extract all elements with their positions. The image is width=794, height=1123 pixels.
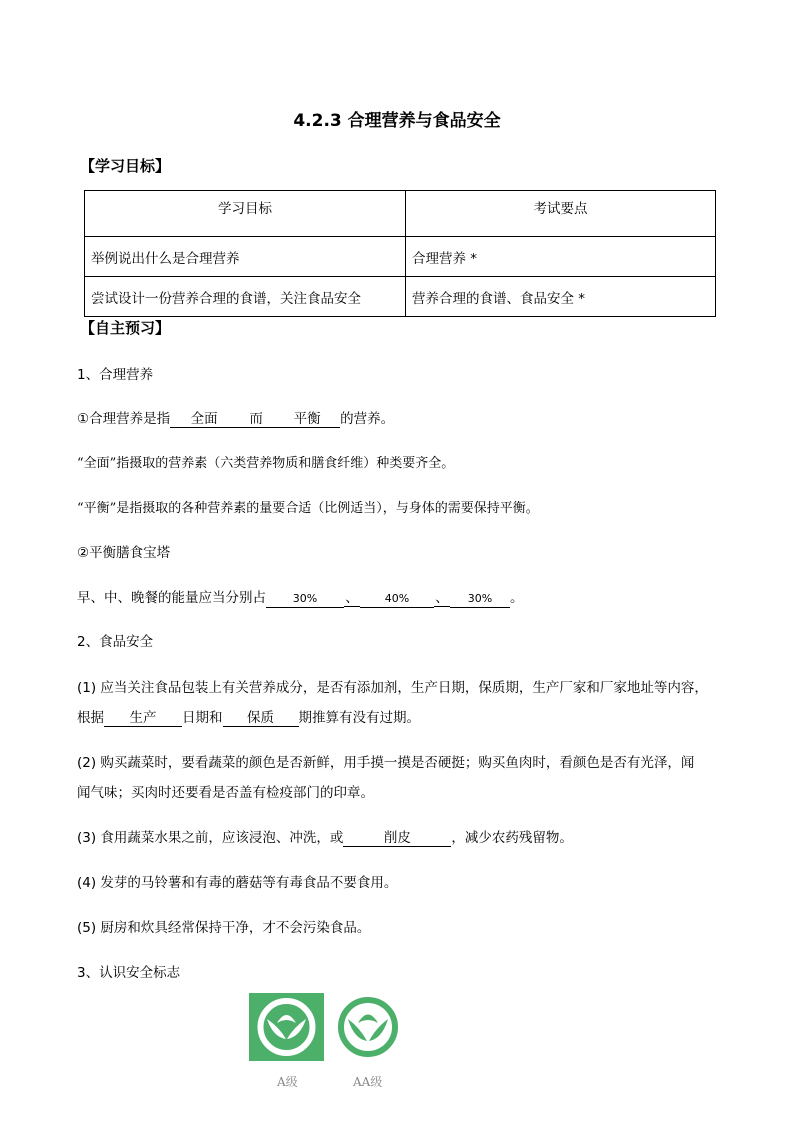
text: 日期和 bbox=[182, 710, 223, 726]
text: ①合理营养是指 bbox=[77, 411, 171, 427]
item-1-line-2 bbox=[77, 706, 420, 727]
item-5: (5) 厨房和炊具经常保持干净，才不会污染食品。 bbox=[77, 920, 371, 936]
table-cell: 合理营养 * bbox=[406, 237, 716, 277]
text: 的营养。 bbox=[340, 411, 395, 427]
logo-a-label: A级 bbox=[277, 1075, 298, 1089]
separator: 、 bbox=[345, 590, 359, 606]
item-1-line-1: (1) 应当关注食品包装上有关营养成分，是否有添加剂，生产日期，保质期，生产厂家和厂家地址等内容， bbox=[77, 680, 708, 696]
section-heading-preview: 【自主预习】 bbox=[80, 319, 171, 337]
answer-blank: 全面 bbox=[170, 411, 238, 428]
subheading-food-safety: 2、食品安全 bbox=[77, 634, 154, 650]
green-food-aa-logo-icon bbox=[335, 994, 401, 1060]
goals-table bbox=[84, 190, 716, 317]
item-2-line-2: 闻气味；买肉时还要看是否盖有检疫部门的印章。 bbox=[77, 785, 374, 801]
table-header-cell: 学习目标 bbox=[85, 191, 406, 237]
logo-leaf-left bbox=[348, 1019, 367, 1041]
answer-blank: 平衡 bbox=[274, 411, 340, 428]
text: (3) 食用蔬菜水果之前，应该浸泡、冲洗，或 bbox=[77, 830, 344, 846]
logo-sun bbox=[358, 1015, 378, 1024]
table-cell: 举例说出什么是合理营养 bbox=[85, 237, 406, 277]
answer-blank: 生产 bbox=[104, 710, 182, 727]
nutrition-definition bbox=[77, 407, 394, 428]
text: 根据 bbox=[77, 710, 104, 726]
subheading-safety-labels: 3、认识安全标志 bbox=[77, 965, 181, 981]
table-header-row bbox=[85, 191, 716, 237]
separator: 、 bbox=[435, 590, 449, 606]
logo-ring bbox=[341, 1000, 395, 1054]
answer-blank: 削皮 bbox=[343, 830, 451, 847]
section-heading-goals: 【学习目标】 bbox=[80, 157, 171, 175]
text: 早、中、晚餐的能量应当分别占 bbox=[77, 590, 266, 606]
table-row bbox=[85, 277, 716, 317]
meal-energy-ratio bbox=[77, 586, 524, 608]
text: 。 bbox=[510, 590, 524, 606]
table-header-cell: 考试要点 bbox=[406, 191, 716, 237]
item-2-line-1: (2) 购买蔬菜时，要看蔬菜的颜色是否新鲜，用手摸一摸是否硬挺；购买鱼肉时，看颜色是否有光泽，闻 bbox=[77, 755, 695, 771]
item-3 bbox=[77, 826, 573, 847]
green-food-a-logo-icon bbox=[249, 993, 324, 1061]
answer-blank: 30% bbox=[266, 591, 344, 608]
text: 期推算有没有过期。 bbox=[298, 710, 420, 726]
answer-blank: 30% bbox=[450, 591, 510, 608]
page-title: 4.2.3 合理营养与食品安全 bbox=[293, 111, 501, 131]
note-comprehensive: “全面”指摄取的营养素（六类营养物质和膳食纤维）种类要齐全。 bbox=[77, 456, 455, 471]
table-row bbox=[85, 237, 716, 277]
subheading-nutrition: 1、合理营养 bbox=[77, 367, 154, 383]
answer-blank: 而 bbox=[238, 411, 274, 428]
logo-leaf-right bbox=[369, 1019, 388, 1041]
answer-blank: 保质 bbox=[223, 710, 299, 727]
item-4: (4) 发芽的马铃薯和有毒的蘑菇等有毒食品不要食用。 bbox=[77, 875, 398, 891]
text: ，减少农药残留物。 bbox=[451, 830, 573, 846]
food-pyramid-heading: ②平衡膳食宝塔 bbox=[77, 545, 171, 561]
answer-blank: 40% bbox=[360, 591, 434, 608]
note-balanced: “平衡”是指摄取的各种营养素的量要合适（比例适当），与身体的需要保持平衡。 bbox=[77, 501, 539, 516]
table-cell: 营养合理的食谱、食品安全 * bbox=[406, 277, 716, 317]
logo-aa-label: AA级 bbox=[353, 1075, 383, 1089]
table-cell: 尝试设计一份营养合理的食谱，关注食品安全 bbox=[85, 277, 406, 317]
